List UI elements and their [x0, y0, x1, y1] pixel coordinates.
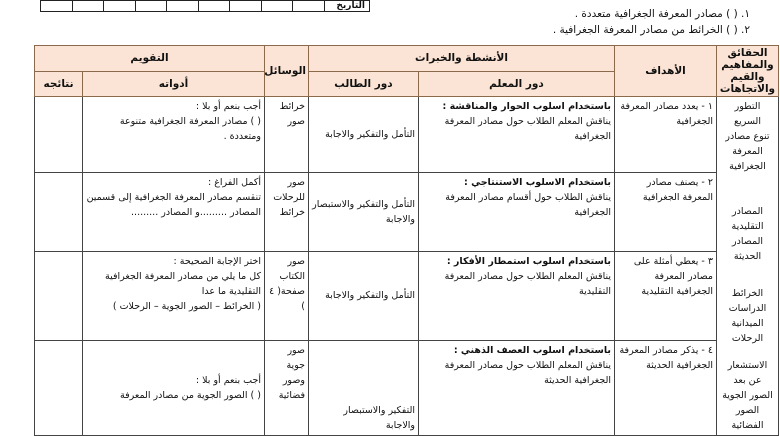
header-teacher-role: دور المعلم — [419, 71, 615, 97]
objective-2: ٢ - يصنف مصادر المعرفة الجغرافية — [615, 173, 717, 251]
lesson-plan-table — [34, 45, 779, 436]
header-facts: الحقائق والمفاهيم والقيم والاتجاهات — [717, 46, 779, 97]
date-label: التاريخ — [325, 1, 370, 12]
questions-block — [370, 6, 750, 38]
student-role-1: التأمل والتفكير والاجابة — [309, 97, 419, 173]
teacher-role-1: باستخدام اسلوب الحوار والمناقشة : يناقش المعلم الطلاب حول مصادر المعرفة الجغرافية — [419, 97, 615, 173]
results-3 — [35, 251, 83, 340]
means-3: صور الكتاب صفحة( ٤ ) — [265, 251, 309, 340]
header-activities: الأنشطة والخبرات — [309, 46, 615, 72]
header-results: نتائجه — [35, 71, 83, 97]
header-tools: أدواته — [83, 71, 265, 97]
question-2: ٢. ( ) الخرائط من مصادر المعرفة الجغرافية . — [552, 24, 750, 36]
student-role-4: التفكير والاستبصار والاجابة — [309, 340, 419, 435]
objective-1: ١ - يعدد مصادر المعرفة الجغرافية — [615, 97, 717, 173]
header-means: الوسائل — [265, 46, 309, 97]
teacher-role-3: باستخدام اسلوب استمطار الأفكار : يناقش المعلم الطلاب حول مصادر المعرفة التقليدية — [419, 251, 615, 340]
means-4: صور جوية وصور فضائية — [265, 340, 309, 435]
objective-3: ٣ - يعطي أمثلة على مصادر المعرفة الجغرافية التقليدية — [615, 251, 717, 340]
header-student-role: دور الطالب — [309, 71, 419, 97]
tools-1: أجب بنعم أو بلا : ( ) مصادر المعرفة الجغرافية متنوعة ومتعددة . — [83, 97, 265, 173]
student-role-2: التأمل والتفكير والاستبصار والاجابة — [309, 173, 419, 251]
results-4 — [35, 340, 83, 435]
header-objectives: الأهداف — [615, 46, 717, 97]
means-1: خرائط صور — [265, 97, 309, 173]
student-role-3: التأمل والتفكير والاجابة — [309, 251, 419, 340]
header-evaluation: التقويم — [35, 46, 265, 72]
means-2: صور للرحلات خرائط — [265, 173, 309, 251]
date-table — [40, 0, 370, 12]
teacher-role-4: باستخدام اسلوب العصف الذهني : يناقش المعلم الطلاب حول مصادر المعرفة الجغرافية الحديثة — [419, 340, 615, 435]
facts-cell: التطور السريع تنوع مصادر المعرفة الجغرافية المصادر التقليدية المصادر الحديثة الخرائط الدراسات الميدانية الرحلات الاستشعار عن بعد الصور الجوية الصور الفضائية — [717, 97, 779, 436]
tools-4: أجب بنعم أو بلا : ( ) الصور الجوية من مصادر المعرفة — [83, 340, 265, 435]
tools-3: اختر الإجابة الصحيحة : كل ما يلي من مصادر المعرفة الجغرافية التقليدية ما عدا ( الخرائط – الصور الجوية – الرحلات ) — [83, 251, 265, 340]
objective-4: ٤ - يذكر مصادر المعرفة الجغرافية الحديثة — [615, 340, 717, 435]
question-1: ١. ( ) مصادر المعرفة الجغرافية متعددة . — [574, 8, 750, 20]
teacher-role-2: باستخدام الاسلوب الاستنتاجي : يناقش الطلاب حول أقسام مصادر المعرفة الجغرافية — [419, 173, 615, 251]
results-1 — [35, 97, 83, 173]
tools-2: أكمل الفراغ : تنقسم مصادر المعرفة الجغرافية إلى قسمين المصادر .........و المصادر ......... — [83, 173, 265, 251]
results-2 — [35, 173, 83, 251]
